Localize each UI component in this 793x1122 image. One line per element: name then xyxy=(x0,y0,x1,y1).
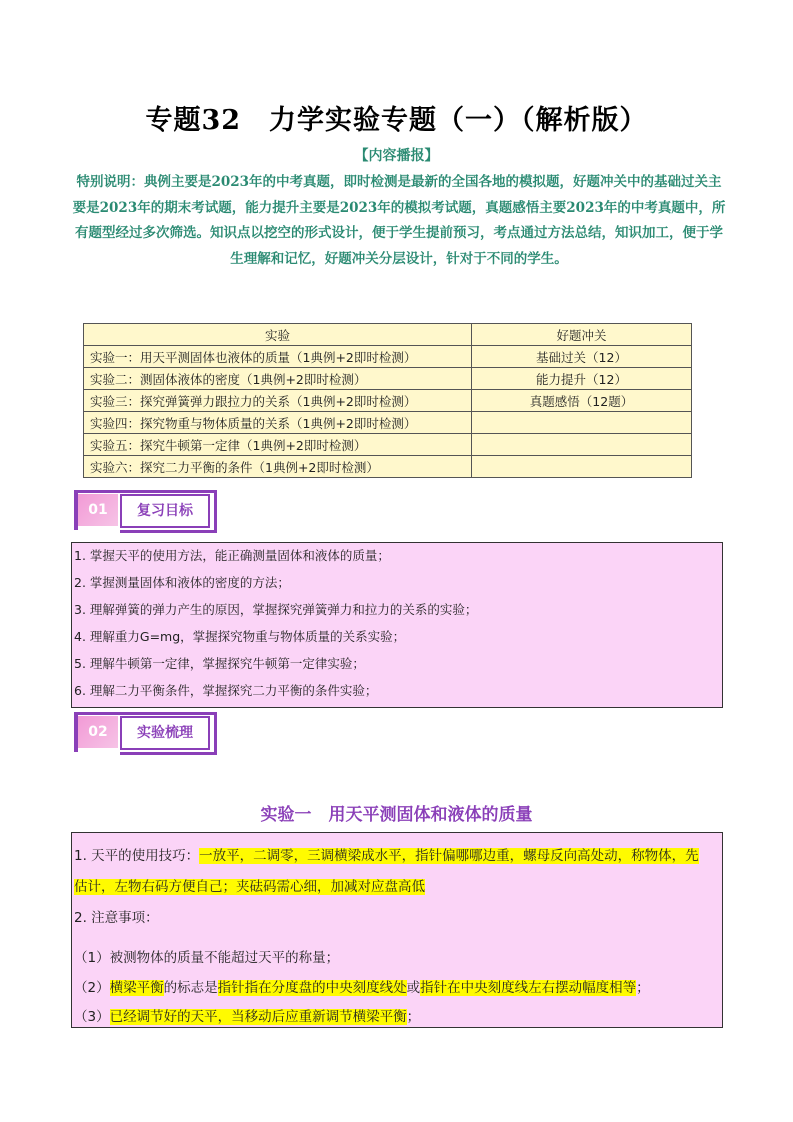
badge-frame xyxy=(120,530,217,533)
highlight-span: 横梁平衡 xyxy=(109,980,164,996)
badge-label: 复习目标 xyxy=(120,494,210,528)
box-line-5 xyxy=(74,976,650,996)
table-row xyxy=(84,412,692,434)
table-cell xyxy=(472,456,692,478)
box-line-3: 2. 注意事项： xyxy=(74,910,159,926)
highlight-span: 一放平，二调零，三调横梁成水平，指针偏哪哪边重，螺母反向高处动，称物体，先 xyxy=(199,848,699,864)
goal-item: 1. 掌握天平的使用方法，能正确测量固体和液体的质量； xyxy=(74,548,390,563)
text-span: （3） xyxy=(74,1009,110,1025)
goal-item: 2. 掌握测量固体和液体的密度的方法； xyxy=(74,575,290,590)
highlight-span: 估计，左物右码方便自己；夹砝码需心细，加减对应盘高低 xyxy=(74,879,425,895)
box-line-1 xyxy=(74,844,699,864)
section-badge-review-goals xyxy=(74,490,220,534)
table-cell xyxy=(472,434,692,456)
badge-frame xyxy=(214,490,217,530)
highlight-span: 指针指在分度盘的中央刻度线处 xyxy=(217,980,407,996)
content-broadcast-heading: 【内容播报】 xyxy=(354,148,439,164)
table-row xyxy=(84,390,692,412)
text-span: 的标志是 xyxy=(163,980,218,996)
goal-item: 4. 理解重力G=mg，掌握探究物重与物体质量的关系实验； xyxy=(74,629,406,644)
table-row xyxy=(84,456,692,478)
text-span: ； xyxy=(406,1009,421,1025)
experiment-table xyxy=(83,323,692,478)
balance-usage-box xyxy=(71,832,723,1028)
text-span: 1. 天平的使用技巧： xyxy=(74,848,200,864)
table-header-experiment: 实验 xyxy=(84,324,472,346)
text-span: （2） xyxy=(74,980,110,996)
table-cell: 实验六：探究二力平衡的条件（1典例+2即时检测） xyxy=(84,456,472,478)
page-title: 专题32 力学实验专题（一）（解析版） xyxy=(145,105,648,136)
table-cell: 实验一：用天平测固体也液体的质量（1典例+2即时检测） xyxy=(84,346,472,368)
table-cell xyxy=(472,412,692,434)
highlight-span: 指针在中央刻度线左右摆动幅度相等 xyxy=(420,980,637,996)
table-row xyxy=(84,346,692,368)
badge-frame xyxy=(74,712,214,715)
table-cell: 实验五：探究牛顿第一定律（1典例+2即时检测） xyxy=(84,434,472,456)
box-line-6 xyxy=(74,1005,420,1025)
badge-frame xyxy=(214,712,217,752)
badge-frame xyxy=(120,752,217,755)
experiment-one-heading: 实验一 用天平测固体和液体的质量 xyxy=(260,805,533,825)
badge-number: 01 xyxy=(78,494,118,526)
badge-number: 02 xyxy=(78,716,118,748)
table-cell: 能力提升（12） xyxy=(472,368,692,390)
intro-paragraph: 特别说明：典例主要是2023年的中考真题，即时检测是最新的全国各地的模拟题，好题冲关中的基础过关主要是2023年的期末考试题，能力提升主要是2023年的模拟考试题，真题感悟主要2023年的中考真题中，所有题型经过多次筛选。知识点以挖空的形式设计，便于学生提前预习，考点通过方法总结，知识加工，便于学生理解和记忆，好题冲关分层设计，针对于不同的学生。 xyxy=(72,174,726,267)
table-cell: 实验二：测固体液体的密度（1典例+2即时检测） xyxy=(84,368,472,390)
review-goals-box xyxy=(71,542,723,708)
text-span: 或 xyxy=(406,980,421,996)
badge-label: 实验梳理 xyxy=(120,716,210,750)
table-cell: 实验四：探究物重与物体质量的关系（1典例+2即时检测） xyxy=(84,412,472,434)
goal-item: 5. 理解牛顿第一定律，掌握探究牛顿第一定律实验； xyxy=(74,656,365,671)
table-cell: 实验三：探究弹簧弹力跟拉力的关系（1典例+2即时检测） xyxy=(84,390,472,412)
highlight-span: 已经调节好的天平，当移动后应重新调节横梁平衡 xyxy=(109,1009,407,1025)
text-span: ； xyxy=(636,980,650,996)
goal-item: 6. 理解二力平衡条件，掌握探究二力平衡的条件实验； xyxy=(74,683,378,698)
box-line-4: （1）被测物体的质量不能超过天平的称量； xyxy=(74,950,340,966)
table-header-row xyxy=(84,324,692,346)
goal-item: 3. 理解弹簧的弹力产生的原因，掌握探究弹簧弹力和拉力的关系的实验； xyxy=(74,602,478,617)
table-row xyxy=(84,434,692,456)
section-badge-experiment-summary xyxy=(74,712,220,756)
table-cell: 真题感悟（12题） xyxy=(472,390,692,412)
badge-frame xyxy=(74,490,214,493)
table-row xyxy=(84,368,692,390)
table-cell: 基础过关（12） xyxy=(472,346,692,368)
table-header-practice: 好题冲关 xyxy=(472,324,692,346)
box-line-2 xyxy=(74,875,425,895)
